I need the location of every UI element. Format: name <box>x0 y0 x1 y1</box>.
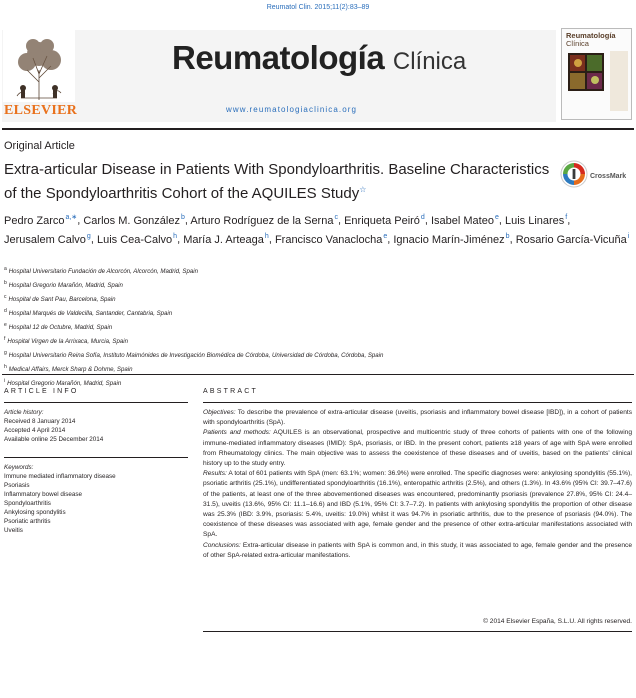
author-item[interactable]: Pedro Zarco$^{a,∗}$ <box>4 214 78 227</box>
author-item[interactable]: Jerusalem Calvo$^g$ <box>4 233 91 246</box>
history-label: Article history: <box>4 409 44 416</box>
title-footnote-mark[interactable]: ☆ <box>359 185 367 194</box>
author-item[interactable]: Arturo Rodríguez de la Serna$^c$ <box>190 214 338 227</box>
article-title <box>4 160 552 204</box>
cover-side-stripe <box>610 51 628 111</box>
article-type: Original Article <box>4 140 75 152</box>
cover-title-line-1: Reumatología <box>566 31 616 40</box>
keyword-item: Psoriasis <box>4 482 30 489</box>
keywords-rule <box>4 457 188 458</box>
section-rule <box>2 374 634 375</box>
journal-name-light: Clínica <box>392 48 467 75</box>
article-info-rule <box>4 402 188 403</box>
abstract-rule <box>203 402 632 403</box>
article-history <box>4 408 188 444</box>
elsevier-wordmark: ELSEVIER <box>4 103 78 118</box>
citation-link[interactable]: Reumatol Clin. 2015;11(2):83–89 <box>266 4 370 11</box>
keyword-item: Spondyloarthritis <box>4 500 51 507</box>
affiliation-item: $^b$ Hospital Gregorio Marañón, Madrid, Spain <box>4 279 123 289</box>
author-item[interactable]: María J. Arteaga$^h$ <box>183 233 269 246</box>
abstract-conclusions: Conclusions: Extra-articular disease in patients with SpA is common and, in this study, it was associated to age, female gender and the presence of other SpA-related extra-articular manifestations. <box>203 541 632 559</box>
keywords-label: Keywords: <box>4 464 34 471</box>
abstract-methods: Patients and methods: AQUILES is an observational, prospective and multicentric study of three cohorts of patients with one of the following immune-mediated inflammatory diseases (IMID): SpA, psoriasis, or IBD. In the present cohort, patients ≥18 years of age with SpA were enrolled from Rheumatology clinics. The main objective was to assess the coexistence of these diseases and of uveitis, based on the patients’ clinical history up to the study entry. <box>203 429 632 468</box>
author-item[interactable]: Isabel Mateo$^e$ <box>430 214 499 227</box>
affiliation-item: $^c$ Hospital de Sant Pau, Barcelona, Spain <box>4 293 116 303</box>
abstract-heading: ABSTRACT <box>203 388 258 395</box>
author-item[interactable]: Carlos M. González$^b$ <box>83 214 185 227</box>
copyright-notice: © 2014 Elsevier España, S.L.U. All rights reserved. <box>483 618 632 625</box>
online-date: Available online 25 December 2014 <box>4 436 104 443</box>
author-list: Pedro Zarco$^{a,∗}$, Carlos M. González$^b$, Arturo Rodríguez de la Serna$^c$, Enriqueta Peiró$^d$, Isabel Mateo$^e$, Luis Linares$^f$, Jerusalem Calvo$^g$, Luis Cea-Calvo$^h$, María J. Arteaga$^h$, Francisco Vanaclocha$^e$, Ignacio Marín-Jiménez$^b$, Rosario García-Vicuña$^i$ <box>4 214 630 246</box>
affiliation-item: $^g$ Hospital Universitario Reina Sofía, Instituto Maimónides de Investigación Biomédica de Córdoba, Universidad de Córdoba, Córdoba, Spain <box>4 349 384 359</box>
crossmark-label[interactable]: CrossMark <box>590 173 627 180</box>
journal-name-bold: Reumatología <box>172 39 385 76</box>
author-item[interactable]: Ignacio Marín-Jiménez$^b$ <box>393 233 510 246</box>
article-info-heading: ARTICLE INFO <box>4 388 79 395</box>
header-rule <box>2 128 634 130</box>
keyword-item: Psoriatic arthritis <box>4 518 51 525</box>
accepted-date: Accepted 4 April 2014 <box>4 427 66 434</box>
keyword-item: Ankylosing spondylitis <box>4 509 66 516</box>
author-item[interactable]: Francisco Vanaclocha$^e$ <box>274 233 388 246</box>
affiliation-list <box>4 264 632 389</box>
article-title-text: Extra-articular Disease in Patients With Spondyloarthritis. Baseline Characteristics of the Spondyloarthritis Cohort of the AQUILES Study <box>4 161 550 202</box>
keyword-item: Inflammatory bowel disease <box>4 491 83 498</box>
affiliation-item: $^a$ Hospital Universitario Fundación de Alcorcón, Alcorcón, Madrid, Spain <box>4 266 199 276</box>
affiliation-item: $^h$ Medical Affairs, Merck Sharp & Dohme, Spain <box>4 363 133 373</box>
abstract-body <box>203 408 632 561</box>
journal-url-link[interactable]: www.reumatologiaclinica.org <box>226 105 358 114</box>
affiliation-item: $^f$ Hospital Virgen de la Arrixaca, Murcia, Spain <box>4 335 128 345</box>
author-item[interactable]: Rosario García-Vicuña$^i$ <box>515 233 630 246</box>
affiliation-item: $^i$ Hospital Gregorio Marañón, Madrid, Spain <box>4 377 122 387</box>
affiliation-item: $^e$ Hospital 12 de Octubre, Madrid, Spain <box>4 321 113 331</box>
affiliation-item: $^d$ Hospital Marqués de Valdecilla, Santander, Cantabria, Spain <box>4 307 173 317</box>
cover-art-image <box>568 53 604 91</box>
abstract-results: Results: A total of 601 patients with SpA (men: 63.1%; women: 36.9%) were enrolled. The specific diagnoses were: ankylosing spondylitis (55.1%), psoriatic arthritis (25.1%), undifferentiated spondyloarthritis (16.1%), enteropathic arthritis (2.5%), and others (1.3%). In 43.6% (95% CI: 39.7–47.6) of the patients, at least one of the three abovementioned diseases was encountered, predominantly psoriasis (prevalence 27.8%, 95% CI: 24.4–31.5), uveitis (13.6%, 95% CI: 11.1–16.6) and IBD (5.1%, 95% CI: 3.7–7.2). In patients with ankylosing spondylitis the proportion of other disease was 25.3% (IBD: 3.9%, psoriasis: 5.4%, uveitis: 19.0%) whilst it was 94.7% in psoriatic arthritis, due to the presence of psoriasis (94.0%). The coexistence of these diseases was associated with age, female gender and the presence of other extra-articular manifestations associated with SpA. <box>203 470 632 539</box>
author-item[interactable]: Enriqueta Peiró$^d$ <box>344 214 425 227</box>
journal-cover-thumbnail[interactable] <box>561 28 632 120</box>
author-item[interactable]: Luis Linares$^f$ <box>504 214 568 227</box>
crossmark-icon[interactable] <box>560 160 588 188</box>
keyword-list <box>4 463 188 535</box>
journal-name <box>172 39 466 77</box>
abstract-objectives: Objectives: To describe the prevalence of extra-articular disease (uveitis, psoriasis and inflammatory bowel disease [IBD]), in a cohort of patients with spondyloarthritis (SpA). <box>203 409 632 427</box>
keyword-item: Uveitis <box>4 527 23 534</box>
cover-title-line-2: Clínica <box>566 39 589 48</box>
keyword-item: Immune mediated inflammatory disease <box>4 473 116 480</box>
abstract-bottom-rule <box>203 631 632 632</box>
received-date: Received 8 January 2014 <box>4 418 76 425</box>
author-item[interactable]: Luis Cea-Calvo$^h$ <box>96 233 178 246</box>
cover-title <box>566 32 616 48</box>
